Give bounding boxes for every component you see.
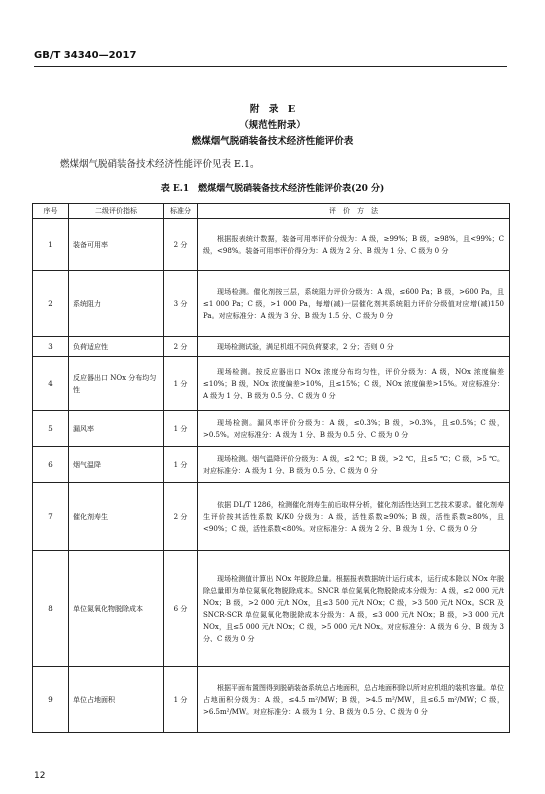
row-score: 2 分	[164, 483, 198, 551]
row-score: 1 分	[164, 667, 198, 733]
table-row	[33, 271, 510, 337]
header-no: 序号	[33, 204, 69, 219]
row-no: 5	[33, 411, 69, 447]
row-method: 现场检测。烟气温降评价分级为：A 级，≤2 ℃；B 级，>2 ℃，且≤5 ℃；C 级，>5 ℃。对应标准分：A 级为 1 分、B 级为 0.5 分、C 级为 0 分	[198, 447, 510, 483]
row-score: 1 分	[164, 411, 198, 447]
row-method: 现场检测。催化剂按三层，系统阻力评价分级为：A 级，≤600 Pa；B 级，>600 Pa，且≤1 000 Pa；C 级，>1 000 Pa，每增(减)一层催化剂其系统阻力评价分级值对应增(减)150 Pa。对应标准分：A 级为 3 分、B 级为 1.5 分、C 级为 0 分	[198, 271, 510, 337]
table-row	[33, 551, 510, 667]
row-method: 现场检测值计算出 NOx 年脱除总量。根据报表数据统计运行成本，运行成本除以 NOx 年脱除总量即为单位氮氧化物脱除成本。SNCR 单位氮氧化物脱除成本分级为：A 级，≤2 000 元/t NOx；B 级，>2 000 元/t NOx，且≤3 500 元/t NOx；C 级，>3 500 元/t NOx。SCR 及 SNCR-SCR 单位氮氧化物脱除成本分级为：A 级，≤3 000 元/t NOx；B 级，>3 000 元/t NOx，且≤5 000 元/t NOx；C 级，>5 000 元/t NOx。对应标准分：A 级为 6 分、B 级为 3 分、C 级为 0 分	[198, 551, 510, 667]
row-indicator: 反应器出口 NOx 分布均匀性	[69, 357, 164, 411]
table-caption: 表 E.1 燃煤烟气脱硝装备技术经济性能评价表(20 分)	[160, 184, 385, 194]
row-no: 2	[33, 271, 69, 337]
row-score: 1 分	[164, 447, 198, 483]
header-rule	[34, 66, 507, 67]
annex-heading: 燃煤烟气脱硝装备技术经济性能评价表	[191, 136, 354, 147]
table-row	[33, 411, 510, 447]
standard-number: GB/T 34340—2017	[34, 50, 137, 61]
row-no: 7	[33, 483, 69, 551]
row-indicator: 单位占地面积	[69, 667, 164, 733]
header-score: 标准分	[164, 204, 198, 219]
header-indicator: 二级评价指标	[69, 204, 164, 219]
table-row	[33, 357, 510, 411]
table-row	[33, 447, 510, 483]
header-method: 评 价 方 法	[198, 204, 510, 219]
page-number: 12	[34, 771, 46, 781]
row-no: 4	[33, 357, 69, 411]
row-method: 根据报表统计数据，装备可用率评价分级为：A 级，≥99%；B 级，≥98%，且<99%；C 级，<98%。装备可用率评价得分为：A 级为 2 分、B 级为 1 分、C 级为 0 分	[198, 219, 510, 271]
table-row	[33, 483, 510, 551]
row-no: 9	[33, 667, 69, 733]
row-method: 现场检测。按反应器出口 NOx 浓度分布均匀性，评价分级为：A 级，NOx 浓度偏差≤10%；B 级，NOx 浓度偏差>10%，且≤15%；C 级，NOx 浓度偏差>15%。对应标准分：A 级为 1 分、B 级为 0.5 分、C 级为 0 分	[198, 357, 510, 411]
row-indicator: 漏风率	[69, 411, 164, 447]
row-method: 现场检测。漏风率评价分级为：A 级，≤0.3%；B 级，>0.3%，且≤0.5%；C 级，>0.5%。对应标准分：A 级为 1 分、B 级为 0.5 分、C 级为 0 分	[198, 411, 510, 447]
row-no: 1	[33, 219, 69, 271]
row-indicator: 单位氮氧化物脱除成本	[69, 551, 164, 667]
row-score: 2 分	[164, 219, 198, 271]
evaluation-table	[32, 203, 510, 733]
row-method: 依据 DL/T 1286，检测催化剂寿生前后取样分析，催化剂活性达到工艺技术要求。催化剂寿生评价按其活性系数 K/K0 分级为：A 级，活性系数≥90%；B 级，活性系数≥80%，且<90%；C 级，活性系数<80%。对应标准分：A 级为 2 分、B 级为 1 分、C 级为 0 分	[198, 483, 510, 551]
row-score: 3 分	[164, 271, 198, 337]
table-row	[33, 337, 510, 357]
table-header-row	[33, 204, 510, 219]
table-row	[33, 667, 510, 733]
row-indicator: 催化剂寿生	[69, 483, 164, 551]
intro-paragraph: 燃煤烟气脱硝装备技术经济性能评价见表 E.1。	[60, 159, 260, 170]
row-indicator: 烟气温降	[69, 447, 164, 483]
row-method: 现场检测试验，满足机组不同负荷要求，2 分；否则 0 分	[198, 337, 510, 357]
row-indicator: 系统阻力	[69, 271, 164, 337]
table-row	[33, 219, 510, 271]
row-score: 1 分	[164, 357, 198, 411]
annex-title: 附 录 E	[249, 104, 296, 115]
row-score: 2 分	[164, 337, 198, 357]
row-no: 8	[33, 551, 69, 667]
annex-nature: （规范性附录）	[239, 120, 306, 131]
row-indicator: 负荷适应性	[69, 337, 164, 357]
row-no: 6	[33, 447, 69, 483]
row-indicator: 装备可用率	[69, 219, 164, 271]
row-method: 根据平面布置图得到脱硝装备系统总占地面积，总占地面积除以所对应机组的装机容量。单位占地面积分级为：A 级，≤4.5 m²/MW；B 级，>4.5 m²/MW，且≤6.5 m²/MW；C 级，>6.5m²/MW。对应标准分：A 级为 1 分、B 级为 0.5 分、C 级为 0 分	[198, 667, 510, 733]
row-score: 6 分	[164, 551, 198, 667]
row-no: 3	[33, 337, 69, 357]
